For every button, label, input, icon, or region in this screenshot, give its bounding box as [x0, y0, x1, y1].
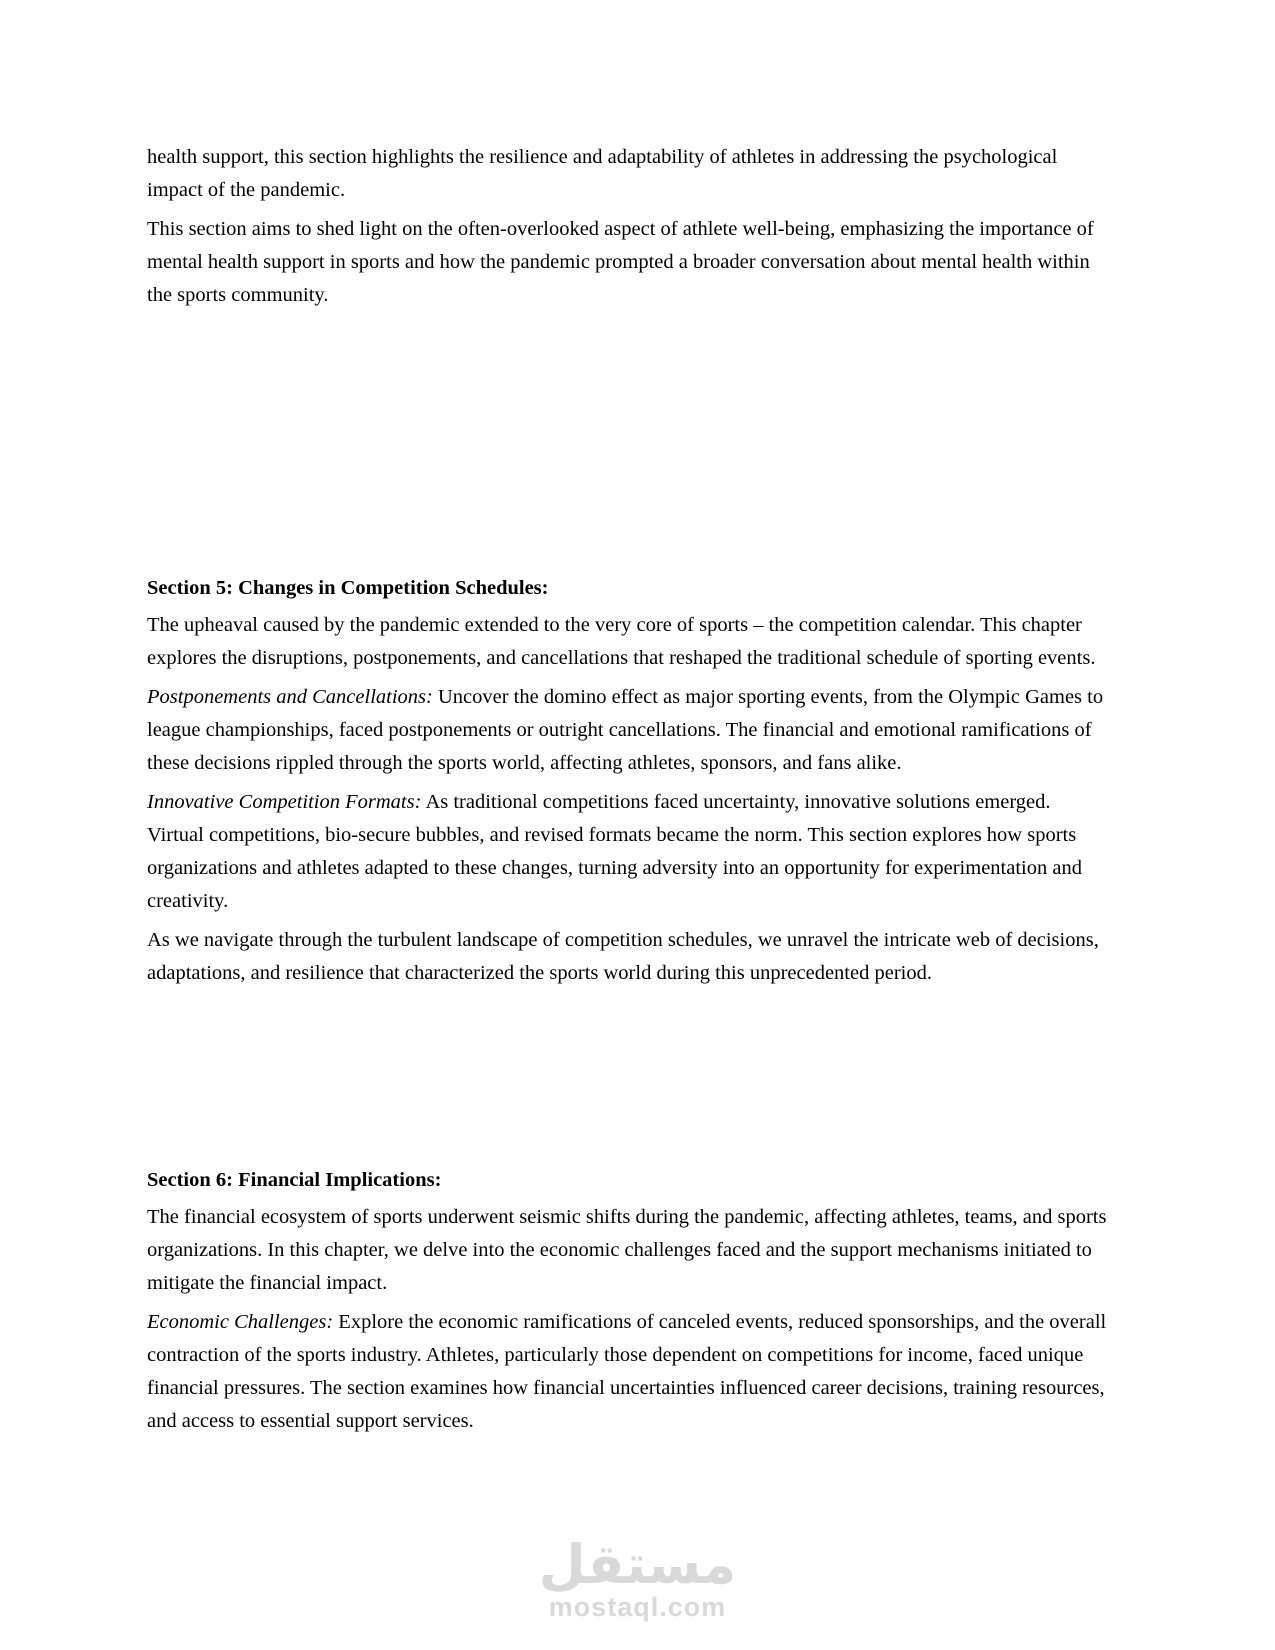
paragraph [147, 786, 1107, 918]
paragraph-text: Explore the economic ramifications of canceled events, reduced sponsorships, and the overall contraction of the sports industry. Athletes, particularly those dependent on competitions for income, faced unique financial pressures. The section examines how financial uncertainties influenced career decisions, training resources, and access to essential support services. [147, 1311, 1107, 1432]
paragraph [147, 924, 1107, 990]
italic-lead: Economic Challenges: [147, 1311, 334, 1333]
mostaql-logo: مستقل [538, 1533, 737, 1596]
paragraph-text: As we navigate through the turbulent landscape of competition schedules, we unravel the intricate web of decisions, adaptations, and resilience that characterized the sports world during this unprecedented period. [147, 929, 1099, 984]
paragraph [147, 1201, 1107, 1300]
paragraph [147, 681, 1107, 780]
paragraph-text: health support, this section highlights the resilience and adaptability of athletes in addressing the psychological impact of the pandemic. [147, 146, 1058, 201]
paragraph [147, 213, 1107, 312]
mostaql-site-text: mostaql.com [548, 1592, 727, 1622]
paragraph-text: Uncover the domino effect as major sporting events, from the Olympic Games to league championships, faced postponements or outright cancellations. The financial and emotional ramifications of these decisions rippled through the sports world, affecting athletes, sponsors, and fans alike. [147, 686, 1104, 774]
paragraph-text: The financial ecosystem of sports underwent seismic shifts during the pandemic, affecting athletes, teams, and sports organizations. In this chapter, we delve into the economic challenges faced and the support mechanisms initiated to mitigate the financial impact. [147, 1206, 1107, 1294]
section-6-block [147, 1164, 1107, 1444]
mostaql-watermark [0, 1533, 1275, 1622]
section-5-block [147, 572, 1107, 996]
paragraph-text: The upheaval caused by the pandemic extended to the very core of sports – the competition calendar. This chapter explores the disruptions, postponements, and cancellations that reshaped the traditional schedule of sporting events. [147, 614, 1096, 669]
paragraph-text: This section aims to shed light on the often-overlooked aspect of athlete well-being, emphasizing the importance of mental health support in sports and how the pandemic prompted a broader conversation about mental health within the sports community. [147, 218, 1094, 306]
paragraph [147, 609, 1107, 675]
italic-lead: Innovative Competition Formats: [147, 791, 422, 813]
paragraph [147, 141, 1107, 207]
intro-block [147, 141, 1107, 318]
paragraph-text: As traditional competitions faced uncertainty, innovative solutions emerged. Virtual competitions, bio-secure bubbles, and revised formats became the norm. This section explores how sports organizations and athletes adapted to these changes, turning adversity into an opportunity for experimentation and creativity. [147, 791, 1082, 912]
italic-lead: Postponements and Cancellations: [147, 686, 433, 708]
paragraph [147, 1306, 1107, 1438]
section-6-heading: Section 6: Financial Implications: [147, 1169, 442, 1191]
section-5-heading: Section 5: Changes in Competition Schedules: [147, 577, 549, 599]
